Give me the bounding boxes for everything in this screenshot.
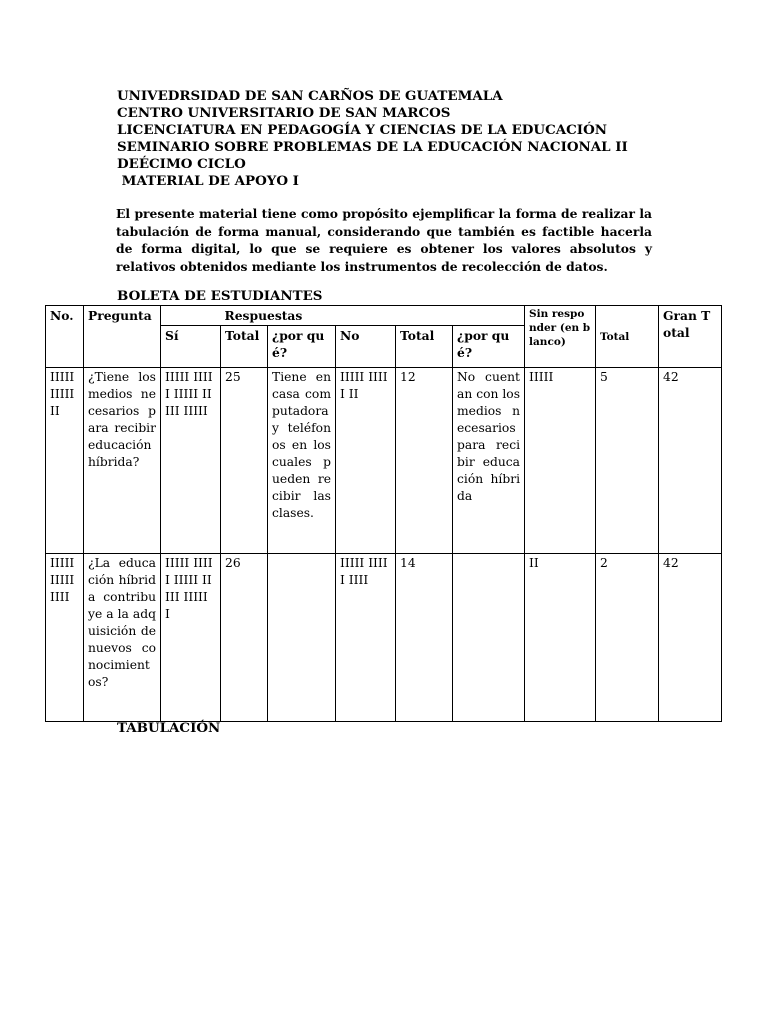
cell-si: IIIII IIIII IIIII IIIII IIIII I — [161, 554, 221, 722]
cell-gran-total: 42 — [659, 368, 722, 554]
header-porque-no: ¿por qué? — [453, 326, 525, 368]
boleta-title: BOLETA DE ESTUDIANTES — [117, 288, 323, 304]
header-no: No. — [46, 306, 84, 368]
table-row — [46, 554, 722, 722]
header-no-col: No — [336, 326, 396, 368]
cell-total-no: 12 — [396, 368, 453, 554]
header-respuestas: Respuestas — [221, 306, 453, 326]
cell-total-si: 25 — [221, 368, 268, 554]
cell-porque-no: No cuentan con los medios necesarios para recibir educación híbrida — [453, 368, 525, 554]
university-name: UNIVEDRSIDAD DE SAN CARÑOS DE GUATEMALA — [117, 88, 503, 104]
header-porque-si: ¿por qué? — [268, 326, 336, 368]
cell-total-si: 26 — [221, 554, 268, 722]
cell-porque-no — [453, 554, 525, 722]
header-total-sin-responder: Total — [596, 306, 659, 368]
header-sin-responder: Sin responder (en blanco) — [525, 306, 596, 368]
cell-total-sin-responder: 2 — [596, 554, 659, 722]
header-total-no: Total — [396, 326, 453, 368]
cell-si: IIIII IIIII IIIII IIIII IIIII — [161, 368, 221, 554]
cell-sin-responder: II — [525, 554, 596, 722]
tabulation-table — [45, 305, 722, 722]
table-row — [46, 368, 722, 554]
cell-no: IIIII IIIII II — [46, 368, 84, 554]
table-header-row-1 — [46, 306, 722, 326]
center-name: CENTRO UNIVERSITARIO DE SAN MARCOS — [117, 105, 451, 121]
header-si: Sí — [161, 326, 221, 368]
material-title: MATERIAL DE APOYO I — [117, 173, 299, 189]
cell-pregunta: ¿La educación híbrida contribuye a la adquisición de nuevos conocimientos? — [84, 554, 161, 722]
header-respuestas-spacer-end — [453, 306, 525, 326]
header-respuestas-spacer — [161, 306, 221, 326]
cell-total-sin-responder: 5 — [596, 368, 659, 554]
cell-porque-si: Tiene en casa computadora y teléfonos en los cuales pueden recibir las clases. — [268, 368, 336, 554]
header-pregunta: Pregunta — [84, 306, 161, 368]
header-gran-total: Gran Total — [659, 306, 722, 368]
seminar-name: SEMINARIO SOBRE PROBLEMAS DE LA EDUCACIÓN NACIONAL II — [117, 139, 628, 155]
degree-name: LICENCIATURA EN PEDAGOGÍA Y CIENCIAS DE LA EDUCACIÓN — [117, 122, 607, 138]
intro-paragraph: El presente material tiene como propósito ejemplificar la forma de realizar la tabulación de forma manual, considerando que también es factible hacerla de forma digital, lo que se requiere es obtener los valores absolutos y relativos obtenidos mediante los instrumentos de recolección de datos. — [116, 206, 652, 274]
cell-total-no: 14 — [396, 554, 453, 722]
cell-no-tally: IIIII IIIII IIII — [336, 554, 396, 722]
cell-sin-responder: IIIII — [525, 368, 596, 554]
cycle-name: DEÉCIMO CICLO — [117, 156, 246, 172]
cell-pregunta: ¿Tiene los medios necesarios para recibir educación híbrida? — [84, 368, 161, 554]
tabulacion-title: TABULACIÓN — [117, 720, 221, 736]
cell-no: IIIII IIIII IIII — [46, 554, 84, 722]
cell-gran-total: 42 — [659, 554, 722, 722]
document-header — [117, 88, 677, 190]
cell-no-tally: IIIII IIIII II — [336, 368, 396, 554]
header-total-si: Total — [221, 326, 268, 368]
cell-porque-si — [268, 554, 336, 722]
